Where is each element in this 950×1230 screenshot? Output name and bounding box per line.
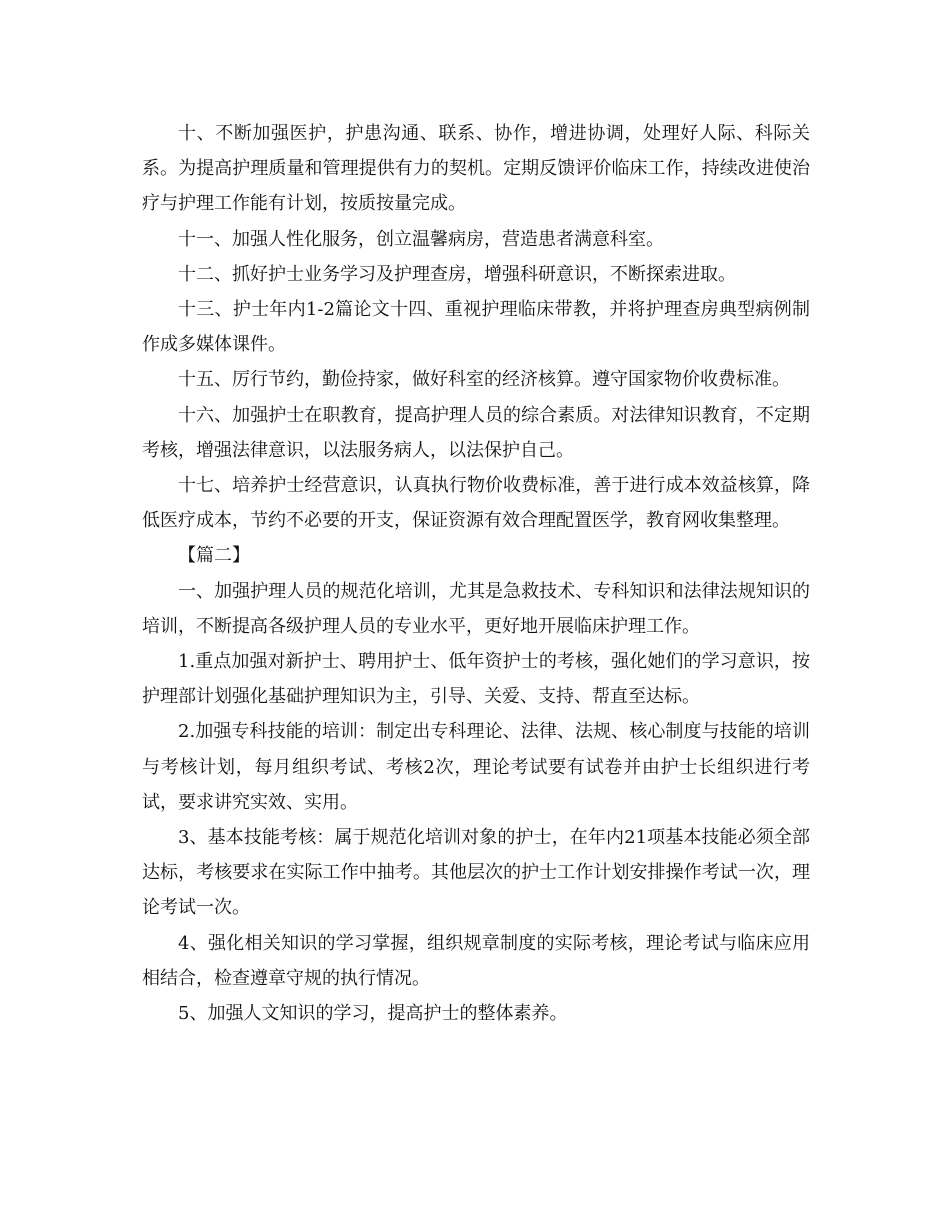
paragraph-item-1: 一、加强护理人员的规范化培训，尤其是急救技术、专科知识和法律法规知识的培训，不断提高各级护理人员的专业水平，更好地开展临床护理工作。 <box>142 580 810 637</box>
section-heading: 【篇二】 <box>178 545 250 567</box>
paragraph-item-12: 十二、抓好护士业务学习及护理查房，增强科研意识，不断探索进取。 <box>178 263 736 285</box>
paragraph-subitem-4: 4、强化相关知识的学习掌握，组织规章制度的实际考核，理论考试与临床应用相结合，检查遵章守规的执行情况。 <box>142 932 810 989</box>
paragraph-subitem-2: 2.加强专科技能的培训：制定出专科理论、法律、法规、核心制度与技能的培训与考核计划，每月组织考试、考核2次，理论考试要有试卷并由护士长组织进行考试，要求讲究实效、实用。 <box>142 721 810 813</box>
paragraph-subitem-5: 5、加强人文知识的学习，提高护士的整体素养。 <box>178 1003 568 1025</box>
paragraph-subitem-1: 1.重点加强对新护士、聘用护士、低年资护士的考核，强化她们的学习意识，按护理部计划强化基础护理知识为主，引导、关爱、支持、帮直至达标。 <box>142 651 810 708</box>
paragraph-item-10: 十、不断加强医护，护患沟通、联系、协作，增进协调，处理好人际、科际关系。为提高护理质量和管理提供有力的契机。定期反馈评价临床工作，持续改进使治疗与护理工作能有计划，按质按量完成。 <box>142 123 810 215</box>
paragraph-item-17: 十七、培养护士经营意识，认真执行物价收费标准，善于进行成本效益核算，降低医疗成本，节约不必要的开支，保证资源有效合理配置医学，教育网收集整理。 <box>142 475 810 532</box>
paragraph-item-15: 十五、厉行节约，勤俭持家，做好科室的经济核算。遵守国家物价收费标准。 <box>178 369 790 391</box>
paragraph-item-11: 十一、加强人性化服务，创立温馨病房，营造患者满意科室。 <box>178 228 664 250</box>
paragraph-subitem-3: 3、基本技能考核：属于规范化培训对象的护士，在年内21项基本技能必须全部达标，考核要求在实际工作中抽考。其他层次的护士工作计划安排操作考试一次，理论考试一次。 <box>142 827 810 919</box>
paragraph-item-16: 十六、加强护士在职教育，提高护理人员的综合素质。对法律知识教育，不定期考核，增强法律意识，以法服务病人，以法保护自己。 <box>142 404 810 461</box>
document-body <box>142 116 810 1031</box>
paragraph-item-13: 十三、护士年内1-2篇论文十四、重视护理临床带教，并将护理查房典型病例制作成多媒体课件。 <box>142 299 810 356</box>
